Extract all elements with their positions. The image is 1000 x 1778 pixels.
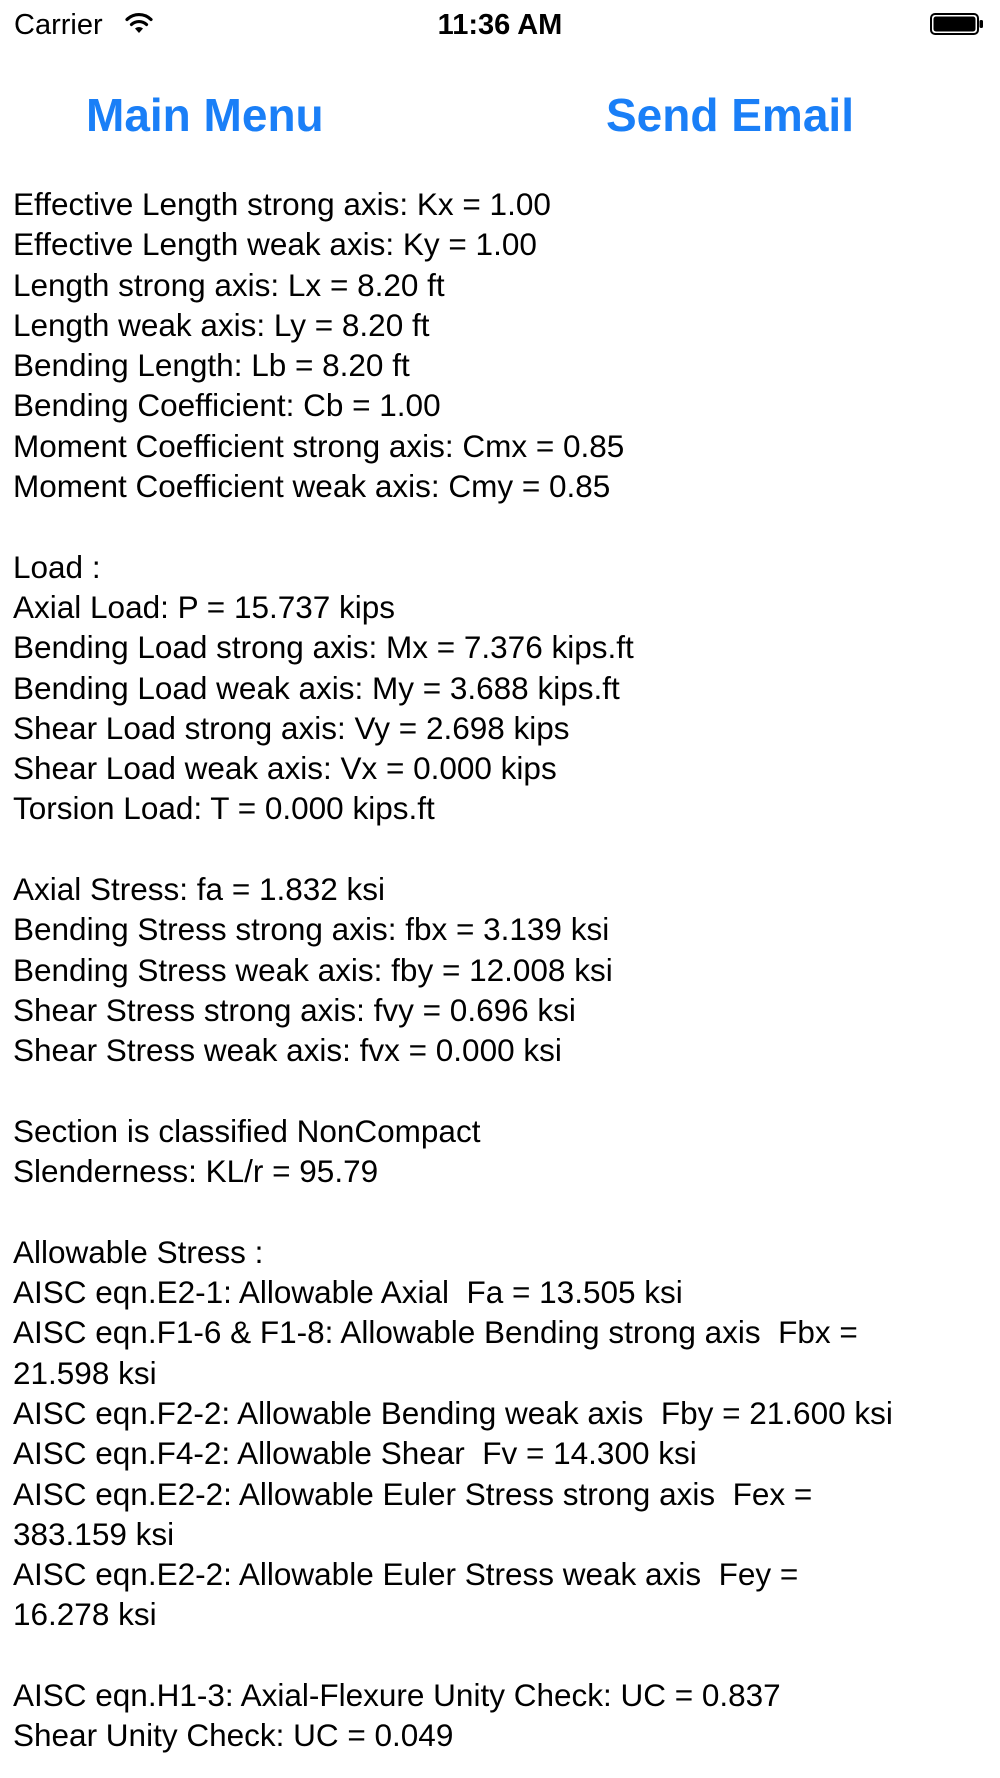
report-line: Shear Stress strong axis: fvy = 0.696 ksi <box>13 991 576 1028</box>
report-line: AISC eqn.H1-3: Axial-Flexure Unity Check: UC = 0.837 <box>13 1676 781 1713</box>
report-line: Bending Length: Lb = 8.20 ft <box>13 347 410 384</box>
report-line: AISC eqn.F4-2: Allowable Shear Fv = 14.300 ksi <box>13 1435 697 1472</box>
main-menu-button[interactable]: Main Menu <box>86 89 324 141</box>
report-line: Shear Unity Check: UC = 0.049 <box>13 1717 454 1754</box>
send-email-button[interactable]: Send Email <box>606 89 854 141</box>
report-line: Slenderness: KL/r = 95.79 <box>13 1153 379 1190</box>
report-line: Shear Load strong axis: Vy = 2.698 kips <box>13 709 570 746</box>
report-line: 21.598 ksi <box>13 1354 157 1391</box>
report-line: Moment Coefficient weak axis: Cmy = 0.85 <box>13 468 611 505</box>
report-line: AISC eqn.F2-2: Allowable Bending weak axis Fby = 21.600 ksi <box>13 1394 893 1431</box>
battery-icon <box>930 13 984 35</box>
nav-bar <box>0 80 1000 150</box>
report-line: Load : <box>13 548 101 585</box>
report-line: 383.159 ksi <box>13 1515 175 1552</box>
report-text <box>13 184 988 1756</box>
report-line: Moment Coefficient strong axis: Cmx = 0.85 <box>13 427 625 464</box>
status-time: 11:36 AM <box>437 9 563 41</box>
report-line: 16.278 ksi <box>13 1596 157 1633</box>
report-blank-line <box>13 1191 988 1231</box>
report-line: AISC eqn.E2-2: Allowable Euler Stress weak axis Fey = <box>13 1556 799 1593</box>
report-line: Axial Stress: fa = 1.832 ksi <box>13 871 386 908</box>
report-blank-line <box>13 1071 988 1111</box>
carrier-label: Carrier <box>14 9 103 41</box>
report-line: Axial Load: P = 15.737 kips <box>13 588 396 625</box>
report-line: Torsion Load: T = 0.000 kips.ft <box>13 790 435 827</box>
report-line: Length strong axis: Lx = 8.20 ft <box>13 266 445 303</box>
report-line: Shear Stress weak axis: fvx = 0.000 ksi <box>13 1032 562 1069</box>
report-line: Bending Load weak axis: My = 3.688 kips.ft <box>13 669 620 706</box>
report-blank-line <box>13 829 988 869</box>
report-line: Effective Length weak axis: Ky = 1.00 <box>13 226 537 263</box>
report-line: Bending Coefficient: Cb = 1.00 <box>13 387 441 424</box>
report-line: AISC eqn.E2-1: Allowable Axial Fa = 13.505 ksi <box>13 1274 683 1311</box>
report-line: Shear Load weak axis: Vx = 0.000 kips <box>13 750 557 787</box>
report-line: Allowable Stress : <box>13 1233 264 1270</box>
report-line: Bending Load strong axis: Mx = 7.376 kips.ft <box>13 629 634 666</box>
report-line: Bending Stress weak axis: fby = 12.008 ksi <box>13 951 613 988</box>
status-bar <box>0 0 1000 50</box>
report-line: Length weak axis: Ly = 8.20 ft <box>13 306 430 343</box>
report-line: Bending Stress strong axis: fbx = 3.139 ksi <box>13 911 610 948</box>
report-line: Section is classified NonCompact <box>13 1112 481 1149</box>
report-blank-line <box>13 506 988 546</box>
report-line: Effective Length strong axis: Kx = 1.00 <box>13 186 551 222</box>
report-blank-line <box>13 1635 988 1675</box>
report-line: AISC eqn.E2-2: Allowable Euler Stress strong axis Fex = <box>13 1475 813 1512</box>
report-line: AISC eqn.F1-6 & F1-8: Allowable Bending strong axis Fbx = <box>13 1314 858 1351</box>
